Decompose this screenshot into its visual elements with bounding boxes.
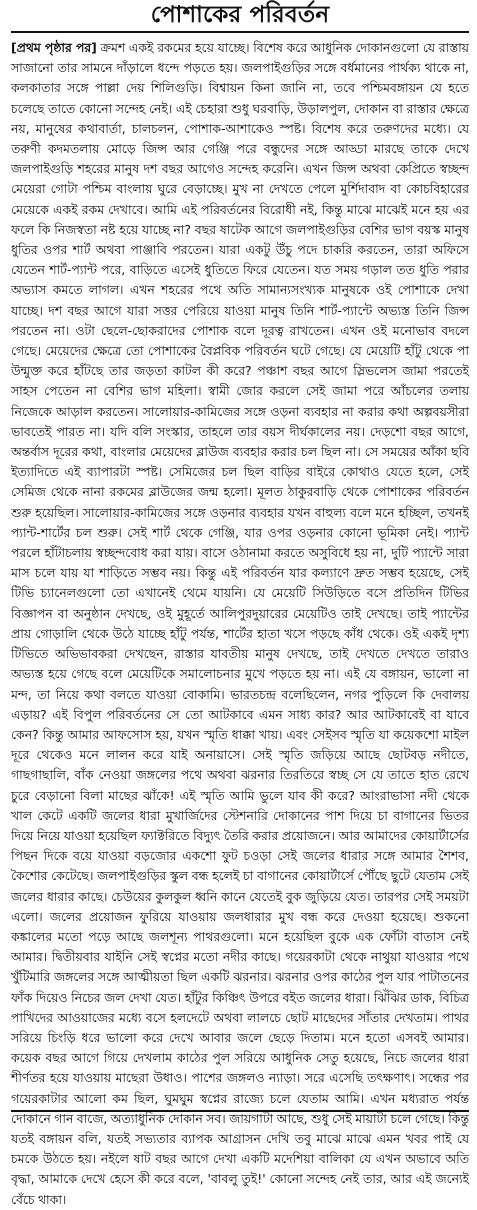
article-text: ক্রমশ একই রকমের হয়ে যাচ্ছে। বিশেষ করে আধুনিক দোকানগুলো যে রাস্তায় সাজানো তার সামনে দাঁড়ালে ধন্দে পড়তে হয়। জলপাইগুড়ির সঙ্গে বর্ধমানের পার্থক্য থাকে না, কলকাতার সঙ্গে পাল্লা দেয় শিলিগুড়ি। বিশ্বায়ন কিনা জানি না, তবে পশ্চিমবঙ্গায়ন যে হতে চলেছে তাতে কোনো সন্দেহ নেই। এই চেহারা শুধু ঘরবাড়ি, উড়ালপুল, দোকান বা রাস্তার ক্ষেত্রে নয়, মানুষের কথাবার্তা, চালচলন, পোশাক-আশাকেও স্পষ্ট। বিশেষ করে তরুণদের মধ্যে। যে তরুণী কদমতলায় মোড়ে জিন্স আর গেঞ্জি পরে বন্ধুদের সঙ্গে আড্ডা মারছে তাকে দেখে জলপাইগুড়ি শহরের মানুষ দশ বছর আগেও সন্দেহ করেনি। এখন জিন্স অথবা কেপ্রিতে স্বচ্ছন্দ মেয়েরা গোটা পশ্চিম বাংলায় ঘুরে বেড়াচ্ছে। মুখ না দেখতে পেলে মুর্শিদাবাদ বা কোচবিহারের মেয়েকে একই রকম দেখাবে। আমি এই পরিবর্তনের বিরোধী নই, কিন্তু মাঝে মাঝেই মনে হয় এর ফলে কি নিজস্বতা নষ্ট হয়ে যাচ্ছে না? বছর ষাটেক আগে জলপাইগুড়ির বেশির ভাগ বয়স্ক মানুষ ধুতির ওপর শার্ট অথবা পাঞ্জাবি পরতেন। যারা একটু উঁচু পদে চাকরি করতেন, তারা অফিসে যেতেন শার্ট-প্যান্ট পরে, বাড়িতে এসেই ধুতিতে ফিরে যেতেন। যত সময় গড়াল তত ধুতি পরার অভ্যাস কমতে লাগল। এখন শহরের পথে অতি সামান্যসংখ্যক মানুষকে ওই পোশাকে দেখা যাচ্ছে। দশ বছর আগে যারা সত্তর পেরিয়ে যাওয়া মানুষ তিনি শার্ট-প্যান্টে অভ্যস্ত তিনি জিন্স পরতেন না। ওটা ছেলে-ছোকরাদের পোশাক বলে দূরত্ব রাখতেন। এখন ওই মনোভাব বদলে গেছে। মেয়েদের ক্ষেত্রে তো পোশাকের বৈপ্লবিক পরিবর্তন ঘটে গেছে। যে মেয়েটি হাঁটু থেকে পা উন্মুক্ত করে হাঁটছে তার জড়তা কাটল কী করে? পঞ্চাশ বছর আগে স্লিভলেস জামা পরতেই সাহস পেতেন না বেশির ভাগ মহিলা। স্বামী জোর করলে সেই জামা পরে আঁচলের তলায় নিজেকে আড়াল করতেন। সালোয়ার-কামিজের সঙ্গে ওড়না ব্যবহার না করার কথা অল্পবয়সীরা ভাবতেই পারত না। যদি বলি সংস্কার, তাহলে তার বয়স দীর্ঘকালের নয়। দেড়শো বছর আগে, অন্তর্বাস দূরের কথা, বাংলার মেয়েদের ব্লাউজ ব্যবহার করার চল ছিল না। সে সময়ের আঁকা ছবি ইত্যাদিতে এই ব্যাপারটা স্পষ্ট। সেমিজের চল ছিল বাড়ির বাইরে কোথাও যেতে হলে, সেই সেমিজ থেকে নানা রকমের ব্লাউজের জন্ম হলো। মূলত ঠাকুরবাড়ি থেকে পোশাকের পরিবর্তন শুরু হয়েছিল। সালোয়ার-কামিজের সঙ্গে ওড়নার ব্যবহার যখন বাহুল্য বলে মনে হচ্ছিল, তখনই প্যান্ট-শার্টের চল শুরু। সেই শার্ট থেকে গেঞ্জি, যার ওপর ওড়নার কোনো ভূমিকা নেই। প্যান্ট পরলে হাঁটাচলায় স্বচ্ছন্দবোধ করা যায়। বাসে ওঠানামা করতে অসুবিধে হয় না, দুটি প্যান্টে সারা মাস চলে যায় যা শাড়িতে সম্ভব নয়। কিন্তু এই পরিবর্তন যার কল্যাণে দ্রুত সম্ভব হয়েছে, সেই টিভি চ্যানেলগুলো তো এখানেই থেমে যায়নি। যে মেয়েটি সিউড়িতে বসে প্রতিদিন টিভির বিজ্ঞাপন বা অনুষ্ঠান দেখছে, ওই মুহূর্তে আলিপুরদুয়ারের মেয়েটিও তাই দেখছে। তাই প্যান্টের প্রায় গোড়ালি থেকে উঠে যাচ্ছে হাঁটু পর্যন্ত, শার্টের হাতা খসে পড়ছে কাঁধ থেকে। ওই একই দৃশ্য টিভিতে অভিভাবকরা দেখছেন, রাস্তার যাবতীয় মানুষ দেখছে, তাই দেখতে দেখতে তারাও অভ্যস্ত হয়ে গেছে বলে মেয়েটিকে সমালোচনার মুখে পড়তে হয় না। এই যে বঙ্গায়ন, ভালো না মন্দ, তা নিয়ে কথা বলতে যাওয়া বোকামি। ভারতচন্দ্র বলেছিলেন, নগর পুড়িলে কি দেবালয় এড়ায়? এই বিপুল পরিবর্তনের সে তো আটকাবে এমন সাধ্য কার? আর আটকাবেই বা যাবে কেন? কিন্তু আমার আফসোস হয়, যখন স্মৃতি ধাক্কা খায়। এবং সেইসব স্মৃতি যা কয়েকশো মাইল দূরে থেকেও মনে লালন করে যাই অনায়াসে। সেই স্মৃতি জড়িয়ে আছে ছোটবড় নদীতে, গাছগাছালি, বাঁক নেওয়া জঙ্গলের পথে অথবা ঝরনার তিরতিরে স্বচ্ছ সে যে তাতে হাত রেখে চুরে বেড়ানো বিলা মাছের ঝাঁকে! এই স্মৃতি আমি ভুলে যাব কী করে? আংরাভাসা নদী থেকে খাল কেটে একটি জলের ধারা মুখার্জিদের স্টেশনারি দোকানের পাশ দিয়ে চা বাগানের ভিতর দিয়ে নিয়ে যাওয়া হয়েছিল ফ্যাক্টরিতে বিদ্যুৎ তৈরি করার প্রয়োজনে। আর আমাদের কোয়ার্টার্সের পিছন দিকে বয়ে যাওয়া বড়জোর একশো ফুট চওড়া সেই জলের ধারার সঙ্গে আমার শৈশব, কৈশোর কেটেছে। জলপাইগুড়ির স্কুল বন্ধ হলেই চা বাগানের কোয়ার্টার্সে পৌঁছে ছুটে যেতাম সেই জলের ধারার কাছে। চেউয়ের কুলকুল ধ্বনি কানে যেতেই বুক জুড়িয়ে যেত। তারপর সেই সময়টা এলো। জলের প্রয়োজন ফুরিয়ে যাওয়ায় জলধারার মুখ বন্ধ করে দেওয়া হয়েছে। শুকনো কঙ্কালের মতো পড়ে আছে জলশূন্য পাথরগুলো। মনে হয়েছিল বুকে এক ফোঁটা বাতাস নেই আমার। দ্বিতীয়বার যাইনি সেই স্বপ্নের মতো নদীর কাছে। গয়েরকাটা থেকে নাথুয়া যাওয়ার পথে খুঁটিমারি জঙ্গলের সঙ্গে আত্মীয়তা ছিল একটি ঝরনার। ঝরনার ওপর কাঠের পুল যার পাটাতনের ফাঁক দিয়েও নিচের জল দেখা যেত। হাঁটুর কিঞ্চিৎ উপরে বইত জলের ধারা। ঝিঁঝির ডাক, বিচিত্র পাখিদের আওয়াজের মধ্যে বসে হলদেটে অথবা লালচে ছোট মাছেদের সাঁতার দেখতাম। পাথর সরিয়ে চিংড়ি ধরে ভালো করে দেখে আবার জলে ছেড়ে দিতাম। মনে হতো এসবই আমার। কয়েক বছর আগে গিয়ে দেখলাম কাঠের পুল সরিয়ে আধুনিক সেতু হয়েছে, নিচে জলের ধারা শীর্ণতর হয়ে যাওয়ায় মাছেরা উধাও। পাশের জঙ্গলও ন্যাড়া। সরে এসেছি তৎক্ষণাৎ। সন্ধের পর গয়েরকাটার আলো কম ছিল, ঘুমঘুম স্বপ্নের রাজ্যে চলে যেতাম আমি। এখন মধ্যরাত পর্যন্ত দোকানে গান বাজে, অত্যাধুনিক দোকান সব। জায়গাটা আছে, শুধু সেই মায়াটা চলে গেছে। কিন্তু যতই বঙ্গায়ন বলি, যতই সভ্যতার ব্যাপক আগ্রাসন দেখি তবু মাঝে মাঝে এমন খবর পাই যে চমকে উঠতে হয়। নইলে ষাট বছর আগে দেখা একটি মদেশিয়া বালিকা যে এখন অভাবে অতি বৃদ্ধা, আমাকে দেখে হেসে কী করে বলে, 'বাবলু তুই!' কোনো সন্দেহ নেই তার, আর এই জন্যেই বেঁচে থাকা। (11, 40, 469, 1207)
bottom-rule (11, 1110, 469, 1112)
headline-block (11, 0, 469, 36)
headline-underline (11, 31, 469, 33)
continued-from-page-one-label: [প্রথম পৃষ্ঠার পর] (11, 40, 97, 55)
article-body (11, 38, 469, 1207)
headline: পোশাকের পরিবর্তন (150, 1, 330, 28)
